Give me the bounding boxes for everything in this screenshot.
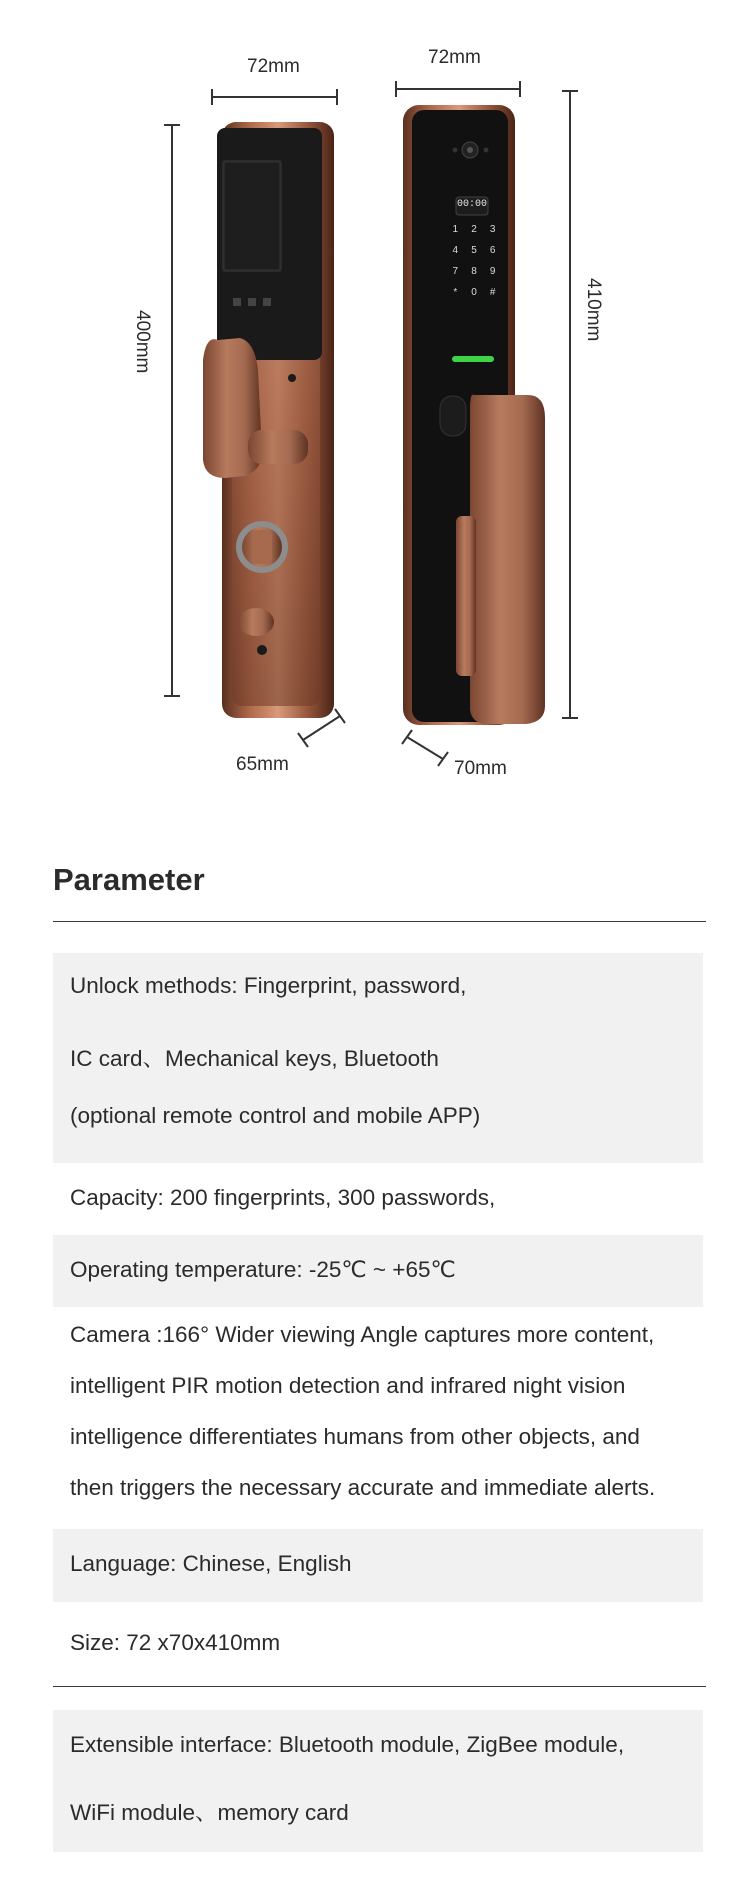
keypad-key-star: * [453, 287, 458, 298]
right-lock [403, 105, 545, 725]
title-divider [53, 921, 706, 922]
spec-line: intelligence differentiates humans from other objects, and [70, 1424, 640, 1449]
keypad-key-7: 7 [452, 266, 459, 277]
section-title: Parameter [53, 862, 205, 897]
spec-line: Extensible interface: Bluetooth module, ZigBee module, [70, 1732, 625, 1757]
spec-extensible-interface [53, 1710, 703, 1852]
keypad-key-3: 3 [489, 224, 496, 235]
spec-line: (optional remote control and mobile APP) [70, 1103, 481, 1128]
spec-line: Capacity: 200 fingerprints, 300 passwords, [70, 1185, 496, 1210]
keypad-key-hash: # [489, 287, 496, 298]
right-width-dimension [396, 81, 520, 97]
right-lock-keypad [446, 224, 502, 298]
right-depth-label: 70mm [454, 758, 507, 779]
spec-line: IC card、Mechanical keys, Bluetooth [70, 1046, 439, 1071]
keypad-key-8: 8 [471, 266, 477, 277]
spec-line: WiFi module、memory card [70, 1800, 349, 1825]
spec-line: Size: 72 x70x410mm [70, 1630, 281, 1655]
left-height-dimension [164, 125, 180, 696]
spec-line: Language: Chinese, English [70, 1551, 352, 1576]
size-divider [53, 1686, 706, 1687]
right-depth-dimension [402, 730, 448, 766]
keypad-key-5: 5 [471, 245, 477, 256]
left-depth-label: 65mm [236, 754, 289, 775]
lock-illustration [0, 0, 750, 800]
left-width-label: 72mm [247, 56, 300, 77]
keypad-key-9: 9 [489, 266, 496, 277]
spec-line: Unlock methods: Fingerprint, password, [70, 973, 467, 998]
spec-unlock-methods [53, 953, 703, 1163]
right-width-label: 72mm [428, 47, 481, 68]
spec-size [53, 1602, 703, 1686]
keypad-key-4: 4 [452, 245, 459, 256]
left-width-dimension [212, 89, 337, 105]
spec-language [53, 1529, 703, 1602]
keypad-key-0: 0 [471, 287, 477, 298]
spec-capacity [53, 1163, 703, 1235]
spec-line: intelligent PIR motion detection and infrared night vision [70, 1373, 626, 1398]
keypad-key-1: 1 [452, 224, 459, 235]
product-dimension-diagram [0, 0, 750, 800]
right-lock-screen-time: 00:00 [457, 199, 488, 210]
spec-camera [53, 1307, 703, 1529]
keypad-key-2: 2 [471, 224, 477, 235]
left-height-label: 400mm [132, 310, 153, 374]
spec-line: then triggers the necessary accurate and immediate alerts. [70, 1475, 656, 1500]
right-height-dimension [562, 91, 578, 718]
spec-operating-temperature [53, 1235, 703, 1307]
right-height-label: 410mm [583, 278, 604, 342]
spec-line: Camera :166° Wider viewing Angle captures more content, [70, 1322, 655, 1347]
spec-line: Operating temperature: -25℃ ~ +65℃ [70, 1257, 456, 1282]
keypad-key-6: 6 [489, 245, 496, 256]
left-lock [203, 122, 334, 718]
